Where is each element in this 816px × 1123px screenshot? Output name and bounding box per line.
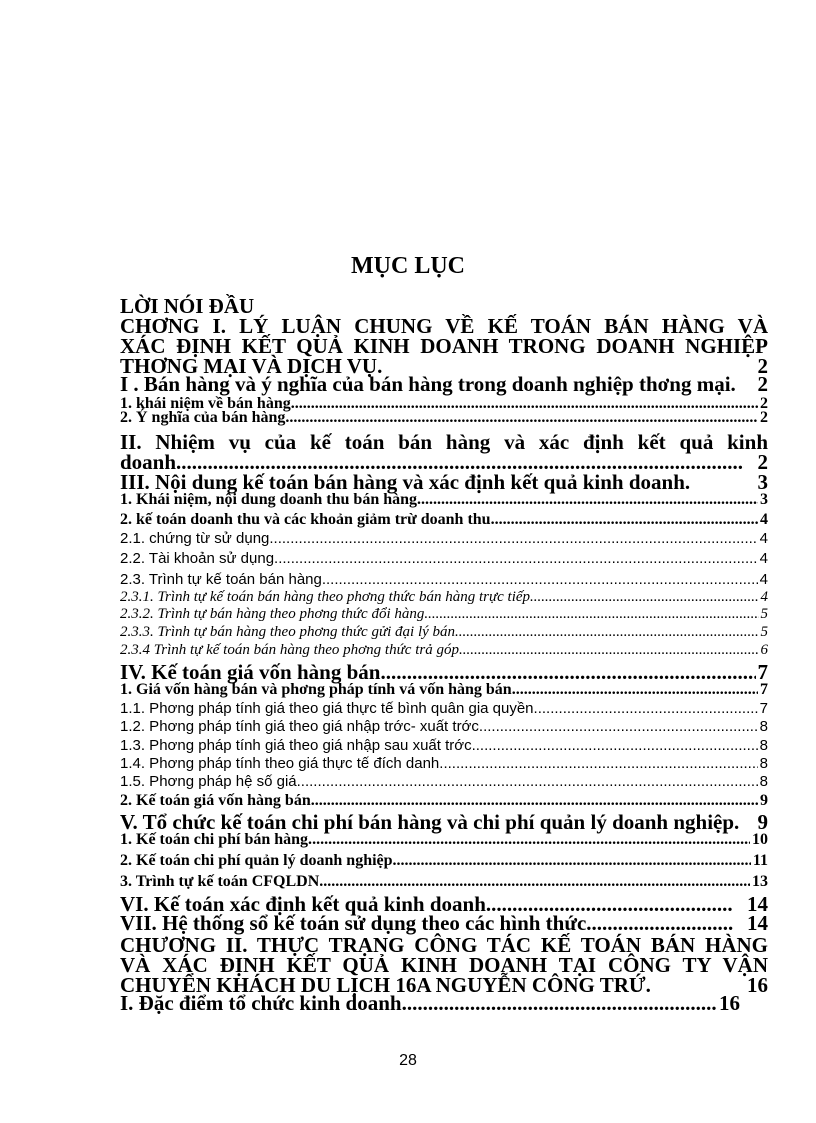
toc-leader [459, 643, 759, 658]
toc-entry-page: 7 [759, 700, 768, 717]
toc-leader [278, 551, 757, 566]
toc-entry-page: 4 [759, 530, 768, 547]
toc-leader [424, 607, 758, 622]
page-number: 28 [399, 1052, 417, 1069]
toc-entry-page: 11 [752, 852, 768, 869]
toc-entry-text: 2.3.1. Trình tự kế toán bán hàng theo phơng thức bán hàng trực tiếp [120, 589, 531, 605]
toc-leader [386, 662, 756, 683]
toc-entry-page: 13 [752, 873, 768, 890]
toc-leader [274, 531, 758, 546]
toc-entry-text: VI. Kế toán xác định kết quả kinh doanh [120, 892, 486, 916]
toc-entry-page: 10 [752, 831, 768, 848]
toc-entry [120, 472, 768, 493]
toc-entry-page: 3 [757, 470, 768, 494]
toc-last-entry [120, 993, 740, 1014]
toc-entry [120, 774, 768, 789]
toc-entry-text: 2. Ý nghĩa của bán hàng [120, 409, 286, 426]
toc-entry [120, 531, 768, 546]
toc-leader [397, 853, 751, 869]
toc-entry-text: 2.1. chứng từ sử dụng. [120, 530, 274, 547]
chapter-2-line-2: VÀ XÁC ĐỊNH KẾT QUẢ KINH DOANH TẠI CÔNG TY VẬN [120, 953, 768, 977]
toc-entry-text: 1. Kế toán chi phí bán hàng. [120, 831, 313, 848]
toc-entry [120, 853, 768, 869]
toc-leader [315, 793, 758, 809]
toc-entry [120, 572, 768, 587]
toc-entry-text: doanh [120, 450, 177, 474]
toc-entry [120, 874, 768, 890]
toc-chapter-2 [120, 935, 768, 995]
toc-title: MỤC LỤC [351, 253, 465, 279]
toc-entry-text: IV. Kế toán giá vốn hàng bán. [120, 660, 386, 684]
toc-entry-page: 8 [759, 737, 768, 754]
toc-entry-text: 1.4. Phơng pháp tính theo giá thực tế đích danh [120, 755, 440, 772]
toc-entry [120, 643, 768, 658]
toc-entry [120, 607, 768, 622]
chapter-1-page: 2 [757, 354, 768, 378]
toc-entry-text: 2. Kế toán giá vốn hàng bán. [120, 792, 315, 809]
toc-entry [120, 913, 768, 934]
toc-entry [120, 756, 768, 771]
toc-entry-page: 9 [757, 810, 768, 834]
toc-entry-page: 7 [757, 660, 768, 684]
toc-entry-text: 2. kế toán doanh thu và các khoản giảm trừ doanh thu [120, 511, 491, 528]
toc-entry-page: 5 [760, 606, 768, 622]
toc-entry [120, 793, 768, 809]
toc-leader [512, 682, 758, 698]
toc-entry [120, 512, 768, 528]
toc-leader [530, 590, 758, 605]
toc-entry-text: 1. khái niệm về bán hàng [120, 395, 291, 412]
toc-entry-text: VII. Hệ thống sổ kế toán sử dụng theo các hình thức [120, 911, 587, 935]
toc-entry-text: III. Nội dung kế toán bán hàng và xác định kết quả kinh doanh. [120, 470, 691, 494]
toc-leader [323, 874, 750, 890]
chapter-1-line-3-text: THƠNG MẠI VÀ DỊCH VỤ. [120, 354, 383, 378]
toc-entry-page: 8 [759, 773, 768, 790]
toc-entry-text: II. Nhiệm vụ của kế toán bán hàng và xác định kết quả kinh [120, 430, 768, 454]
toc-entry [120, 551, 768, 566]
toc-leader [455, 625, 758, 640]
toc-entry [120, 719, 768, 734]
toc-entry-page: 9 [760, 792, 768, 809]
toc-entry-text: 2.3.4 Trình tự kế toán bán hàng theo phơng thức trả góp [120, 642, 459, 658]
toc-entry [120, 432, 768, 453]
toc-leader [491, 512, 758, 528]
toc-entry-text: 2.3.3. Trình tự bán hàng theo phơng thức gửi đại lý bán [120, 624, 456, 640]
toc-leader [285, 410, 758, 426]
toc-entry-page: 4 [760, 589, 768, 605]
toc-entry-page: 4 [759, 550, 768, 567]
toc-leader [312, 832, 750, 848]
toc-entry-page: 7 [760, 681, 768, 698]
toc-entry-page: 8 [759, 718, 768, 735]
chapter-2-line-1: CHƯƠNG II. THỰC TRẠNG CÔNG TÁC KẾ TOÁN BÁN HÀNG [120, 933, 768, 957]
chapter-2-line-3-text: CHUYỂN KHÁCH DU LỊCH 16A NGUYỄN CÔNG TRỨ. [120, 973, 651, 997]
toc-entry-text: 2.3.2. Trình tự bán hàng theo phơng thức đổi hàng [120, 606, 425, 622]
toc-preface-text: LỜI NÓI ĐẦU [120, 294, 255, 318]
toc-entry [120, 662, 768, 683]
toc-entry [120, 812, 768, 833]
toc-entry-page: 2 [760, 409, 768, 426]
chapter-1-line-2: XÁC ĐỊNH KẾT QUẢ KINH DOANH TRONG DOANH NGHIỆP [120, 334, 768, 358]
toc-entry [120, 832, 768, 848]
toc-entry-page: 2 [760, 395, 768, 412]
toc-entry [120, 701, 768, 716]
toc-entry-page: 2 [757, 450, 768, 474]
toc-chapter-1 [120, 316, 768, 376]
toc-entry-text: 1.3. Phơng pháp tính giá theo giá nhập sau xuất trớc [120, 737, 472, 754]
toc-entry-page: 5 [760, 624, 768, 640]
toc-entry-text: I . Bán hàng và ý nghĩa của bán hàng trong doanh nghiệp thơng mại. [120, 372, 736, 396]
toc-entry-page: 2 [757, 372, 768, 396]
toc-entry-page: 14 [747, 911, 768, 935]
toc-entry-text: V. Tổ chức kế toán chi phí bán hàng và chi phí quản lý doanh nghiệp. [120, 810, 740, 834]
toc-entry [120, 492, 768, 508]
toc-leader [421, 492, 758, 508]
toc-entry [120, 374, 768, 395]
toc-entry-text: 2. Kế toán chi phí quản lý doanh nghiệp. [120, 852, 397, 869]
toc-entry-page: 4 [759, 571, 768, 588]
toc-entry [120, 590, 768, 605]
toc-leader [586, 913, 733, 934]
toc-entry-text: 1. Khái niệm, nội dung doanh thu bán hàng. [120, 491, 422, 508]
toc-entry-text: 2.3. Trình tự kế toán bán hàng. [120, 571, 327, 588]
toc-leader [439, 756, 757, 771]
toc-leader [297, 774, 758, 789]
toc-entry-page: 14 [747, 892, 768, 916]
toc-entry-page: 4 [760, 511, 768, 528]
toc-entry [120, 625, 768, 640]
toc-entry [120, 410, 768, 426]
toc-leader [472, 738, 758, 753]
toc-entry [120, 682, 768, 698]
toc-entry-page: 8 [759, 755, 768, 772]
toc-leader [326, 572, 758, 587]
toc-entry-text: 1.1. Phơng pháp tính giá theo giá thực tế bình quân gia quyền [120, 700, 534, 717]
toc-leader [479, 719, 758, 734]
toc-last-entry-page: 16 [719, 991, 740, 1015]
toc-entry-page: 6 [760, 642, 768, 658]
toc-leader [534, 701, 758, 716]
chapter-2-page: 16 [747, 973, 768, 997]
toc-entry-text: 1. Giá vốn hàng bán và phơng pháp tính vá vốn hàng bán [120, 681, 512, 698]
toc-entry-text: 1.5. Phơng pháp hệ số giá [120, 773, 297, 790]
toc-leader [402, 993, 717, 1014]
toc-entry-text: 2.2. Tài khoản sử dụng. [120, 550, 279, 567]
toc-entry-text: 1.2. Phơng pháp tính giá theo giá nhập trớc- xuất trớc [120, 718, 479, 735]
toc-last-entry-text: I. Đặc điểm tổ chức kinh doanh [120, 991, 402, 1015]
toc-entry [120, 738, 768, 753]
toc-entry-page: 3 [760, 491, 768, 508]
toc-entry-text: 3. Trình tự kế toán CFQLDN. [120, 873, 324, 890]
chapter-1-line-1: CHƠNG I. LÝ LUẬN CHUNG VỀ KẾ TOÁN BÁN HÀNG VÀ [120, 314, 768, 338]
